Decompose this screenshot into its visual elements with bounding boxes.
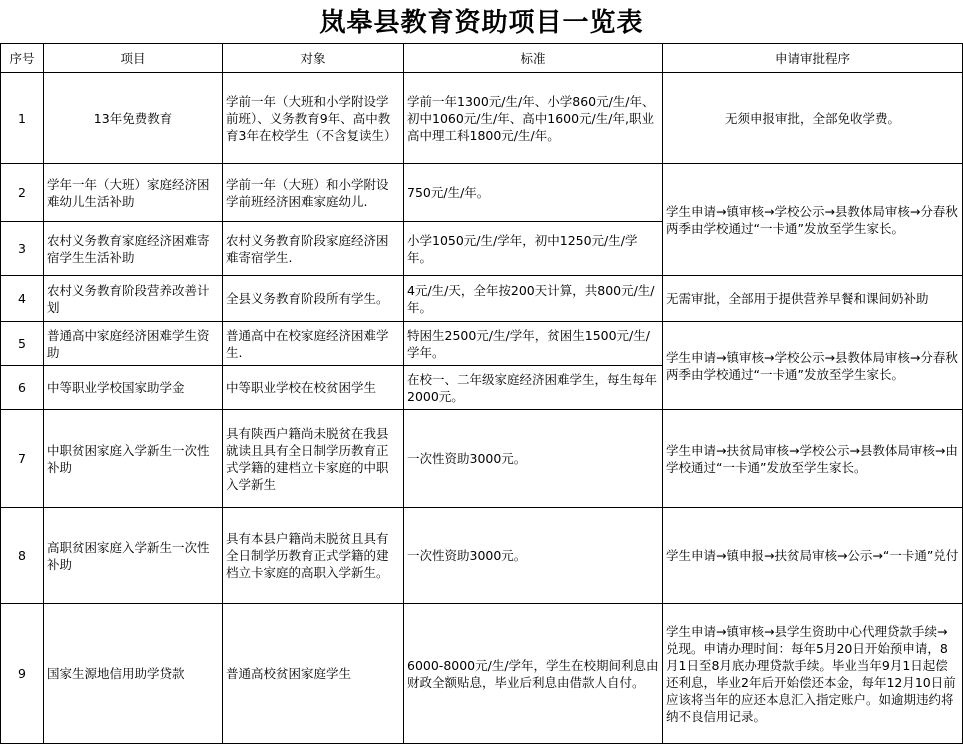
header-index: 序号: [1, 44, 44, 73]
row-project: 中等职业学校国家助学金: [44, 366, 223, 410]
row-target: 学前一年（大班）和小学附设学前班经济困难家庭幼儿.: [223, 164, 404, 222]
row-project: 国家生源地信用助学贷款: [44, 604, 223, 744]
row-index: 2: [1, 164, 44, 222]
row-standard: 特困生2500元/生/学年，贫困生1500元/生/学年。: [404, 322, 663, 366]
row-standard: 小学1050元/生/学年，初中1250元/生/学年。: [404, 222, 663, 276]
table-row: [1, 276, 963, 322]
row-standard: 学前一年1300元/生/年、小学860元/生/年、初中1060元/生/年、高中1600元/生/年,职业高中理工科1800元/生/年。: [404, 73, 663, 164]
table-row: [1, 410, 963, 508]
row-project: 13年免费教育: [44, 73, 223, 164]
header-procedure: 申请审批程序: [663, 44, 963, 73]
row-standard: 6000-8000元/生/学年，学生在校期间利息由财政全额贴息，毕业后利息由借款人自付。: [404, 604, 663, 744]
table-row: [1, 73, 963, 164]
header-standard: 标准: [404, 44, 663, 73]
header-project: 项目: [44, 44, 223, 73]
row-index: 5: [1, 322, 44, 366]
row-index: 3: [1, 222, 44, 276]
row-target: 学前一年（大班和小学附设学前班）、义务教育9年、高中教育3年在校学生（不含复读生）: [223, 73, 404, 164]
row-procedure: 无需审批，全部用于提供营养早餐和课间奶补助: [663, 276, 963, 322]
table-row: [1, 604, 963, 744]
row-index: 4: [1, 276, 44, 322]
row-index: 6: [1, 366, 44, 410]
row-target: 农村义务教育阶段家庭经济困难寄宿学生.: [223, 222, 404, 276]
row-standard: 750元/生/年。: [404, 164, 663, 222]
row-project: 农村义务教育阶段营养改善计划: [44, 276, 223, 322]
header-target: 对象: [223, 44, 404, 73]
page-title: 岚皋县教育资助项目一览表: [319, 7, 644, 38]
table-row: [1, 508, 963, 604]
row-target: 全县义务教育阶段所有学生。: [223, 276, 404, 322]
row-standard: 一次性资助3000元。: [404, 508, 663, 604]
row-target: 中等职业学校在校贫困学生: [223, 366, 404, 410]
row-procedure: 学生申请→镇申报→扶贫局审核→公示→“一卡通”兑付: [663, 508, 963, 604]
row-standard: 在校一、二年级家庭经济困难学生，每生每年2000元。: [404, 366, 663, 410]
row-index: 7: [1, 410, 44, 508]
row-index: 8: [1, 508, 44, 604]
row-standard: 4元/生/天，全年按200天计算，共800元/生/年。: [404, 276, 663, 322]
row-target: 普通高中在校家庭经济困难学生.: [223, 322, 404, 366]
row-project: 学年一年（大班）家庭经济困难幼儿生活补助: [44, 164, 223, 222]
table-row: [1, 322, 963, 366]
row-procedure: 无须申报审批，全部免收学费。: [663, 73, 963, 164]
row-procedure-merged: 学生申请→镇审核→学校公示→县教体局审核→分春秋两季由学校通过“一卡通”发放至学生家长。: [663, 322, 963, 410]
row-index: 9: [1, 604, 44, 744]
table-row: [1, 164, 963, 222]
row-standard: 一次性资助3000元。: [404, 410, 663, 508]
row-target: 具有本县户籍尚未脱贫且具有全日制学历教育正式学籍的建档立卡家庭的高职入学新生。: [223, 508, 404, 604]
aid-table: [0, 43, 963, 744]
row-project: 普通高中家庭经济困难学生资助: [44, 322, 223, 366]
row-project: 中职贫困家庭入学新生一次性补助: [44, 410, 223, 508]
row-target: 普通高校贫困家庭学生: [223, 604, 404, 744]
row-project: 高职贫困家庭入学新生一次性补助: [44, 508, 223, 604]
row-procedure: 学生申请→扶贫局审核→学校公示→县教体局审核→由学校通过“一卡通”发放至学生家长。: [663, 410, 963, 508]
row-procedure: 学生申请→镇审核→县学生资助中心代理贷款手续→兑现。申请办理时间：每年5月20日开始预申请，8月1日至8月底办理贷款手续。毕业当年9月1日起偿还利息，毕业2年后开始偿还本金，每年12月10日前应该将当年的应还本息汇入指定账户。如逾期违约将纳不良信用记录。: [663, 604, 963, 744]
row-project: 农村义务教育家庭经济困难寄宿学生生活补助: [44, 222, 223, 276]
row-target: 具有陕西户籍尚未脱贫在我县就读且具有全日制学历教育正式学籍的建档立卡家庭的中职入学新生: [223, 410, 404, 508]
row-index: 1: [1, 73, 44, 164]
header-row: [1, 44, 963, 73]
row-procedure-merged: 学生申请→镇审核→学校公示→县教体局审核→分春秋两季由学校通过“一卡通”发放至学生家长。: [663, 164, 963, 276]
